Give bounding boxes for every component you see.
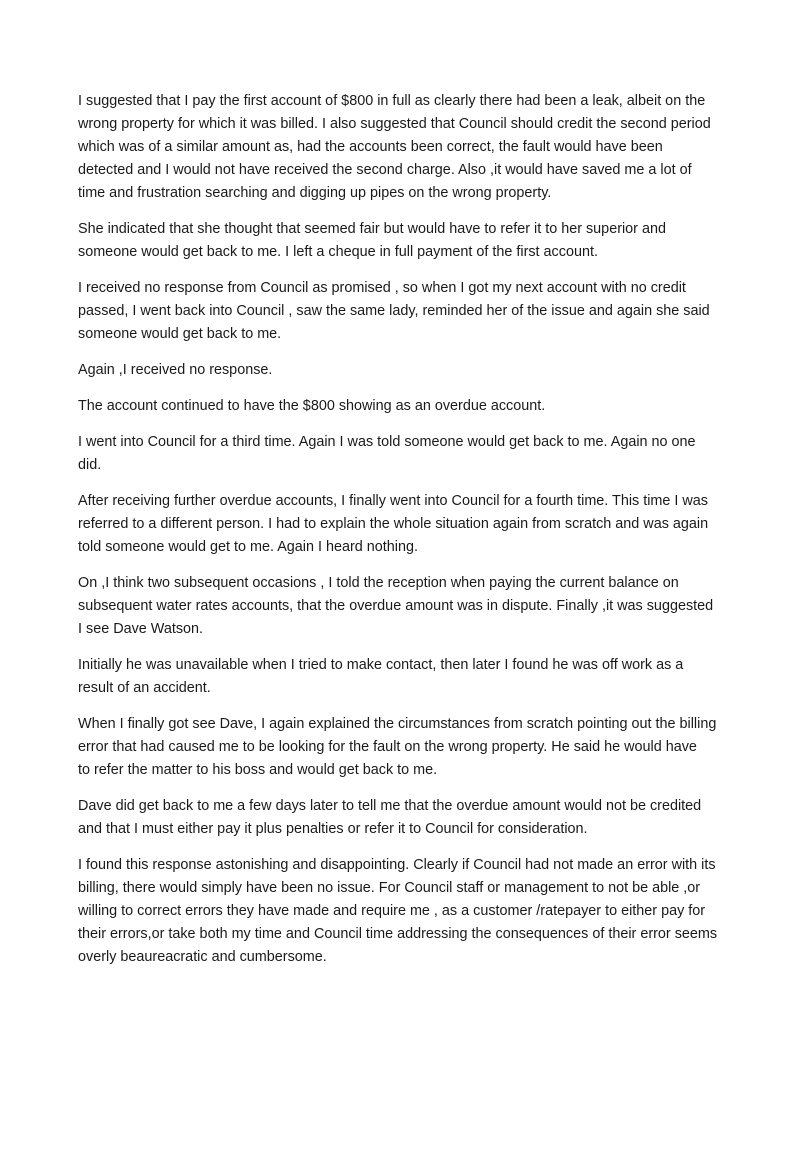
text-line: When I finally got see Dave, I again explained the circumstances from scratch pointing out the billing <box>78 716 717 732</box>
text-line: Dave did get back to me a few days later to tell me that the overdue amount would not be credited <box>78 798 702 814</box>
text-line: which was of a similar amount as, had the accounts been correct, the fault would have been <box>78 139 663 155</box>
text-line: passed, I went back into Council , saw the same lady, reminded her of the issue and again she said <box>78 303 710 319</box>
text-line: their errors,or take both my time and Council time addressing the consequences of their error seems <box>78 926 718 942</box>
text-line: overly beaureacratic and cumbersome. <box>78 949 327 965</box>
paragraph-5 <box>78 395 740 418</box>
text-line: Again ,I received no response. <box>78 362 273 378</box>
text-line: time and frustration searching and digging up pipes on the wrong property. <box>78 185 552 201</box>
letter-body <box>78 90 740 982</box>
text-line: Initially he was unavailable when I tried to make contact, then later I found he was off work as a <box>78 657 684 673</box>
text-line: After receiving further overdue accounts, I finally went into Council for a fourth time. This time I was <box>78 493 709 509</box>
paragraph-2 <box>78 218 740 264</box>
paragraph-6 <box>78 431 740 477</box>
text-line: someone would get back to me. <box>78 326 282 342</box>
text-line: did. <box>78 457 102 473</box>
text-line: I suggested that I pay the first account of $800 in full as clearly there had been a leak, albeit on the <box>78 93 706 109</box>
text-line: She indicated that she thought that seemed fair but would have to refer it to her superior and <box>78 221 666 237</box>
text-line: subsequent water rates accounts, that the overdue amount was in dispute. Finally ,it was suggested <box>78 598 714 614</box>
text-line: to refer the matter to his boss and would get back to me. <box>78 762 438 778</box>
paragraph-12 <box>78 854 740 969</box>
text-line: and that I must either pay it plus penalties or refer it to Council for consideration. <box>78 821 588 837</box>
text-line: error that had caused me to be looking for the fault on the wrong property. He said he would have <box>78 739 697 755</box>
text-line: told someone would get to me. Again I heard nothing. <box>78 539 419 555</box>
paragraph-10 <box>78 713 740 782</box>
paragraph-4 <box>78 359 740 382</box>
paragraph-3 <box>78 277 740 346</box>
text-line: On ,I think two subsequent occasions , I told the reception when paying the current balance on <box>78 575 679 591</box>
text-line: result of an accident. <box>78 680 211 696</box>
text-line: billing, there would simply have been no issue. For Council staff or management to not be able ,or <box>78 880 701 896</box>
text-line: someone would get back to me. I left a cheque in full payment of the first account. <box>78 244 598 260</box>
paragraph-8 <box>78 572 740 641</box>
paragraph-9 <box>78 654 740 700</box>
paragraph-7 <box>78 490 740 559</box>
paragraph-11 <box>78 795 740 841</box>
text-line: referred to a different person. I had to explain the whole situation again from scratch and was again <box>78 516 709 532</box>
text-line: wrong property for which it was billed. I also suggested that Council should credit the second period <box>78 116 711 132</box>
text-line: I found this response astonishing and disappointing. Clearly if Council had not made an error with its <box>78 857 716 873</box>
text-line: I went into Council for a third time. Again I was told someone would get back to me. Again no one <box>78 434 696 450</box>
text-line: I received no response from Council as promised , so when I got my next account with no credit <box>78 280 686 296</box>
text-line: The account continued to have the $800 showing as an overdue account. <box>78 398 546 414</box>
text-line: detected and I would not have received the second charge. Also ,it would have saved me a lot of <box>78 162 692 178</box>
text-line: willing to correct errors they have made and require me , as a customer /ratepayer to either pay for <box>78 903 706 919</box>
text-line: I see Dave Watson. <box>78 621 204 637</box>
paragraph-1 <box>78 90 740 205</box>
